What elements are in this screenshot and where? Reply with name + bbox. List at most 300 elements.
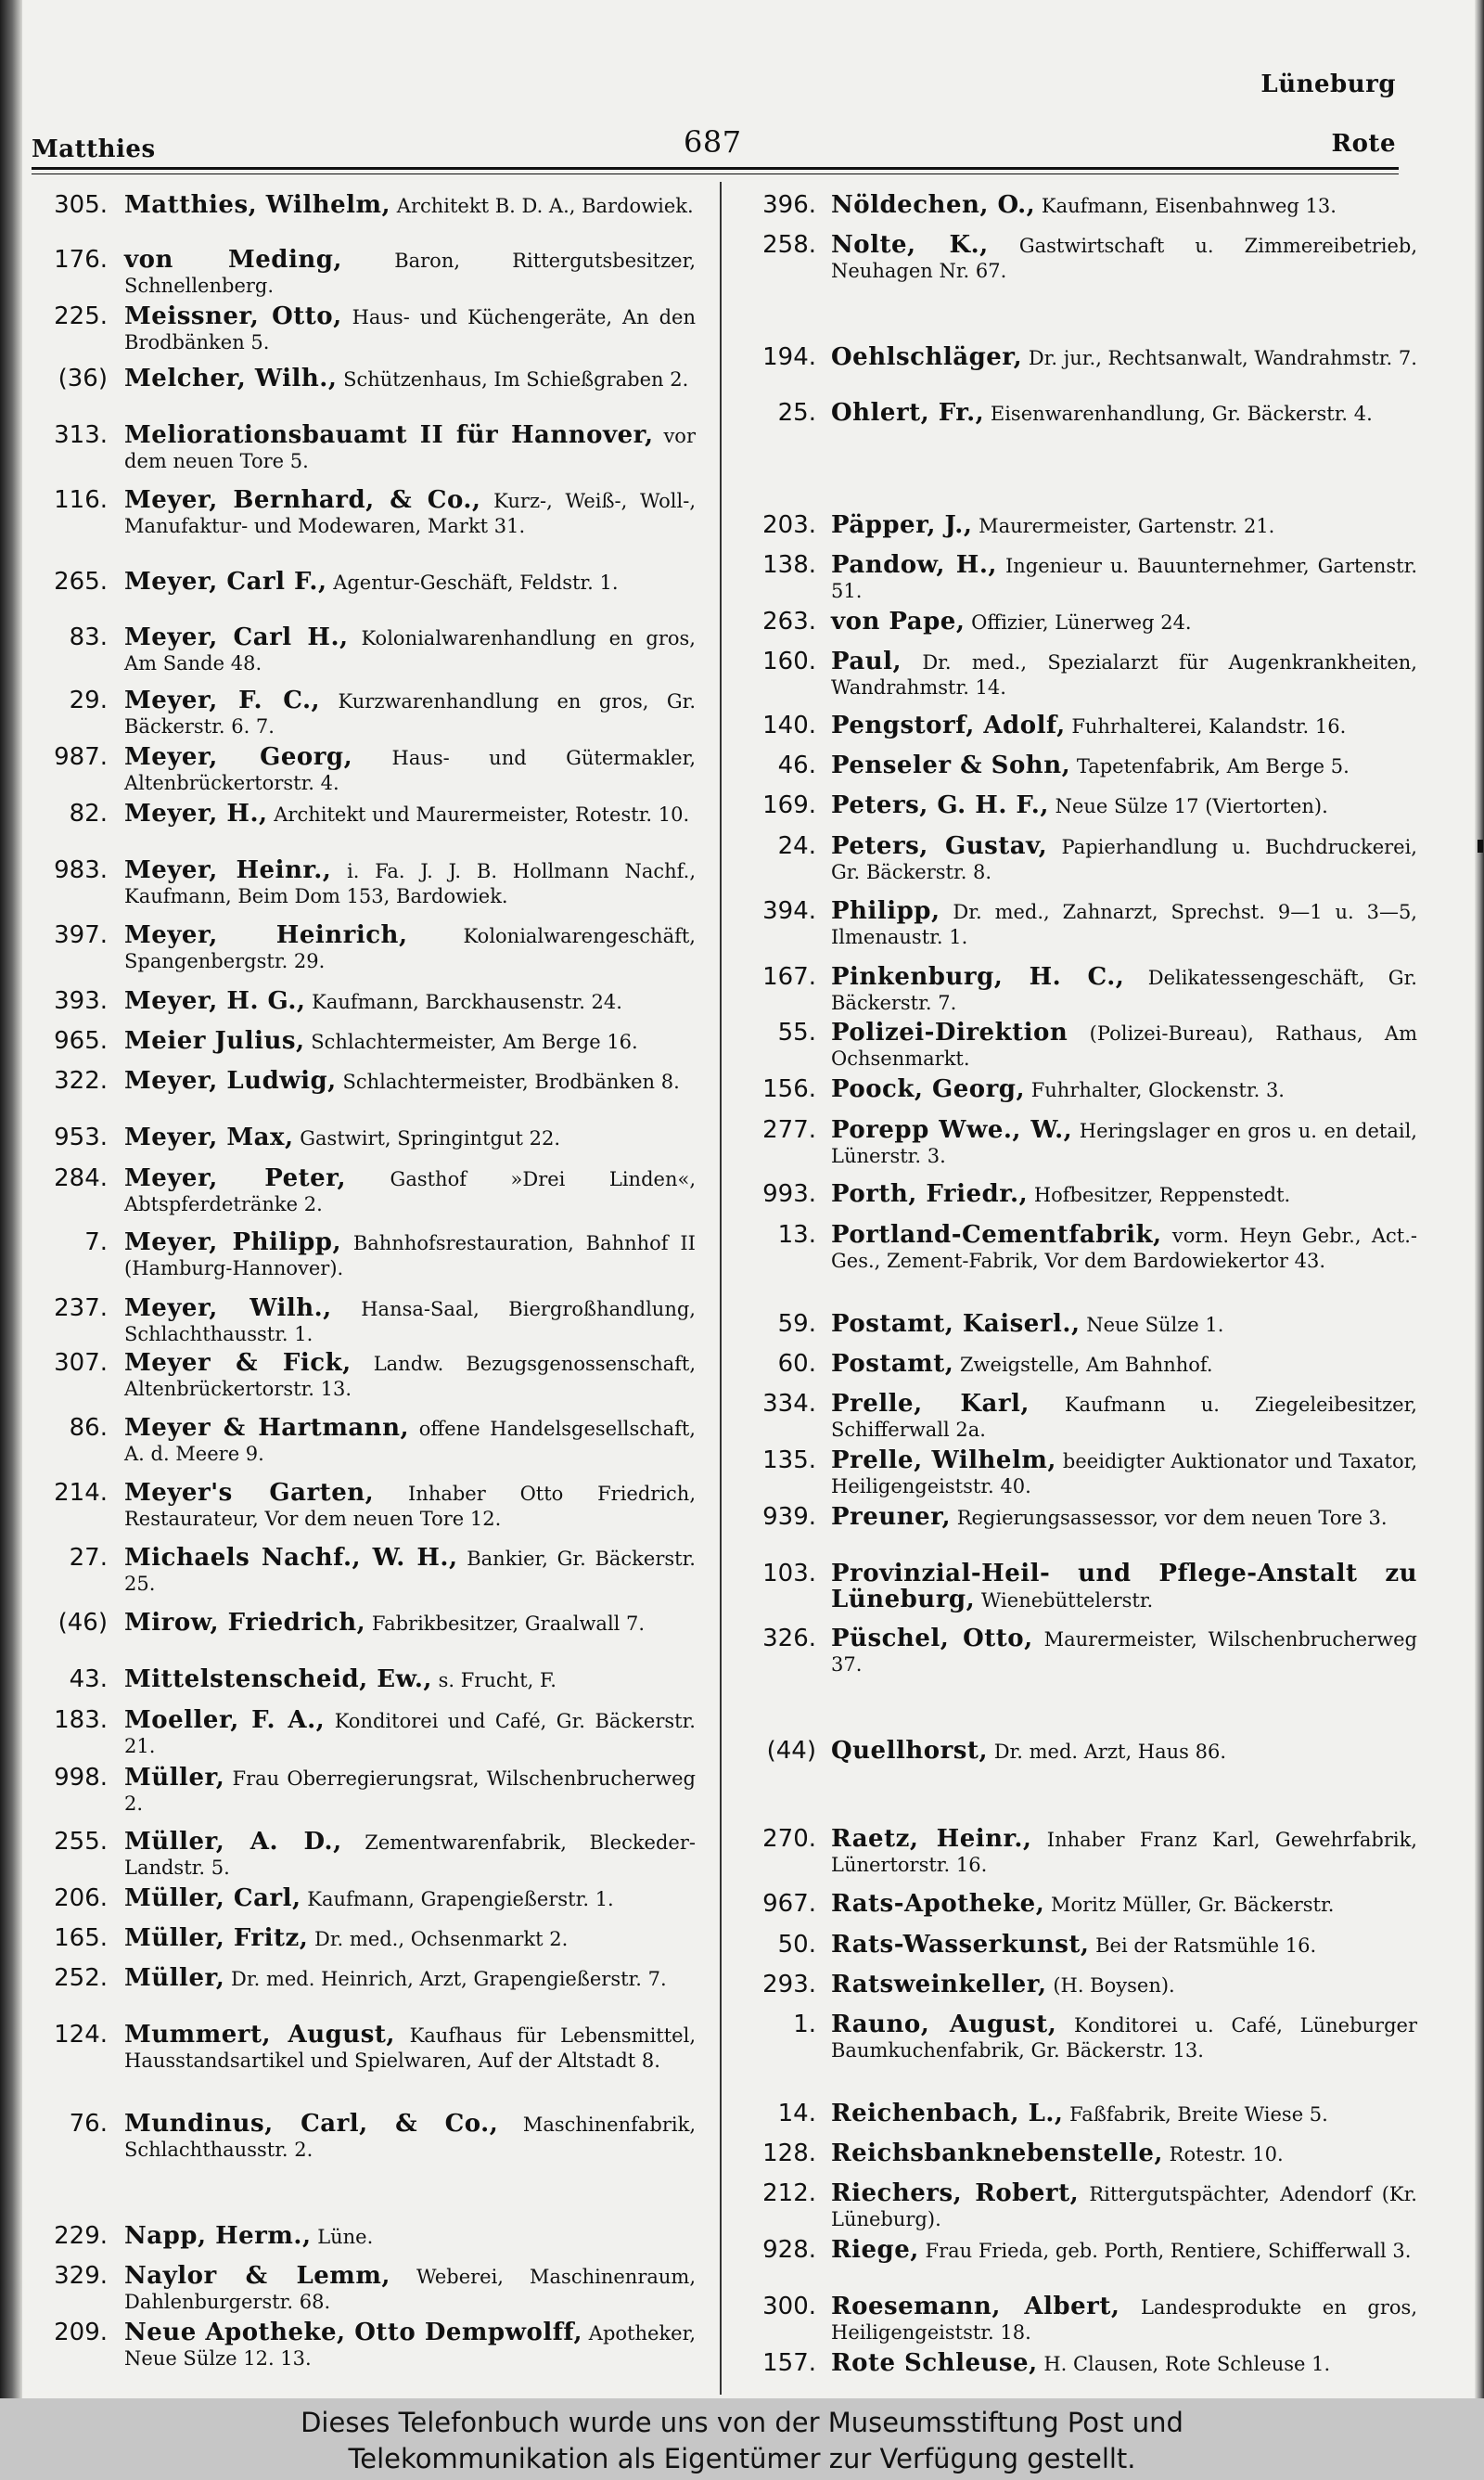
entry-text	[831, 1392, 1417, 1443]
entry-description: (H. Boysen).	[1053, 1974, 1175, 1997]
entry-description: Landesprodukte en gros, Heiligengeiststr. 18.	[831, 2296, 1417, 2344]
phone-number: 270.	[762, 1825, 816, 1853]
entry-name: Moeller, F. A.,	[124, 1706, 326, 1734]
entry-text	[831, 2181, 1417, 2232]
entry-text	[124, 1708, 696, 1759]
entry-name: Paul,	[831, 648, 902, 675]
phone-number: 86.	[69, 1414, 108, 1442]
entry-description: Schlachtermeister, Brodbänken 8.	[342, 1071, 680, 1093]
directory-entry	[19, 1029, 696, 1055]
phone-number: 284.	[54, 1164, 108, 1192]
directory-entry	[731, 1892, 1417, 1918]
entry-name: Nöldechen, O.,	[831, 191, 1036, 219]
entry-text	[124, 1966, 696, 1992]
phone-number: 229.	[54, 2222, 108, 2250]
entry-name: Poock, Georg,	[831, 1075, 1026, 1103]
entry-text	[124, 1667, 696, 1693]
edge-mark	[1478, 840, 1483, 853]
directory-entry	[731, 345, 1417, 371]
directory-entry	[731, 2012, 1417, 2063]
entry-description: Haus- und Küchengeräte, An den Brodbänken 5.	[124, 306, 696, 353]
directory-entry	[19, 1125, 696, 1151]
entry-name: Meyer, Wilh.,	[124, 1294, 332, 1322]
directory-entry	[731, 1021, 1417, 1072]
directory-entry	[731, 899, 1417, 950]
entry-text	[831, 345, 1417, 371]
directory-entry	[731, 2294, 1417, 2345]
directory-entry	[731, 1223, 1417, 1274]
entry-name: Meissner, Otto,	[124, 302, 342, 330]
entry-description: Kaufhaus für Lebensmittel, Hausstandsartikel und Spielwaren, Auf der Altstadt 8.	[124, 2024, 696, 2072]
entry-description: Bahnhofsrestauration, Bahnhof II (Hamburg-Hannover).	[124, 1232, 696, 1279]
entry-description: vorm. Heyn Gebr., Act.-Ges., Zement-Fabrik, Vor dem Bardowiekertor 43.	[831, 1225, 1417, 1272]
directory-entry	[19, 745, 696, 796]
phone-number: (36)	[58, 365, 108, 392]
phone-number: 393.	[54, 987, 108, 1015]
entry-name: Meyer, Ludwig,	[124, 1067, 337, 1095]
entry-name: Meliorationsbauamt II für Hannover,	[124, 421, 654, 449]
entry-text	[831, 553, 1417, 604]
directory-entry	[731, 401, 1417, 427]
directory-entry	[731, 834, 1417, 885]
directory-entry	[731, 1739, 1417, 1765]
entry-text	[124, 423, 696, 474]
phone-number: 209.	[54, 2319, 108, 2346]
phone-number: 55.	[777, 1019, 816, 1047]
phone-number: 212.	[762, 2179, 816, 2207]
entry-text	[831, 1021, 1417, 1072]
entry-description: Haus- und Gütermakler, Altenbrückertorstr. 4.	[124, 747, 696, 794]
directory-entry	[731, 1118, 1417, 1169]
header-rule	[32, 167, 1399, 170]
entry-text	[124, 2264, 696, 2315]
entry-text	[124, 1611, 696, 1637]
entry-name: Oehlschläger,	[831, 343, 1023, 371]
phone-number: 928.	[762, 2236, 816, 2264]
phone-number: 46.	[777, 752, 816, 779]
entry-description: Kolonialwarenhandlung en gros, Am Sande 48.	[124, 627, 696, 675]
entry-name: Rauno, August,	[831, 2011, 1057, 2038]
directory-entry	[19, 1546, 696, 1597]
entry-name: Mummert, August,	[124, 2021, 395, 2049]
directory-entry	[19, 688, 696, 739]
phone-number: 7.	[84, 1228, 108, 1256]
entry-text	[831, 193, 1417, 219]
entry-name: Müller, Fritz,	[124, 1924, 309, 1952]
entry-name: Provinzial-Heil- und Pflege-Anstalt zu Lüneburg,	[831, 1560, 1417, 1613]
entry-text	[124, 1230, 696, 1281]
entry-name: Meyer, Max,	[124, 1124, 294, 1151]
directory-entry	[19, 2264, 696, 2315]
entry-text	[124, 625, 696, 676]
directory-entry	[731, 513, 1417, 539]
entry-description: Heringslager en gros u. en detail, Lünerstr. 3.	[831, 1120, 1417, 1167]
entry-name: Meyer, Carl H.,	[124, 623, 349, 651]
entry-name: Ohlert, Fr.,	[831, 399, 985, 427]
entry-name: Meyer, Peter,	[124, 1164, 347, 1192]
entry-description: Kaufmann, Barckhausenstr. 24.	[312, 991, 622, 1013]
phone-number: 160.	[762, 648, 816, 675]
entry-text	[124, 1886, 696, 1912]
entry-text	[831, 713, 1417, 739]
directory-entry	[731, 1827, 1417, 1878]
phone-number: 1.	[793, 2011, 816, 2038]
entry-text	[831, 2238, 1417, 2264]
entry-text	[124, 366, 696, 392]
entry-text	[124, 858, 696, 909]
directory-entry	[19, 1611, 696, 1637]
directory-entry	[731, 649, 1417, 700]
directory-entry	[19, 2023, 696, 2074]
directory-entry	[731, 793, 1417, 819]
phone-number: 394.	[762, 897, 816, 925]
phone-number: (46)	[58, 1609, 108, 1637]
entry-description: Maurermeister, Gartenstr. 21.	[979, 515, 1275, 537]
entry-text	[124, 1926, 696, 1952]
entry-description: Zementwarenfabrik, Bleckeder-Landstr. 5.	[124, 1831, 696, 1879]
column-divider	[720, 182, 722, 2395]
entry-description: Dr. jur., Rechtsanwalt, Wandrahmstr. 7.	[1028, 347, 1417, 369]
phone-number: 24.	[777, 832, 816, 860]
entry-name: Müller,	[124, 1964, 225, 1992]
phone-number: 252.	[54, 1964, 108, 1992]
entry-description: Rotestr. 10.	[1169, 2143, 1284, 2165]
phone-number: 59.	[777, 1310, 816, 1338]
directory-entry	[731, 2351, 1417, 2377]
directory-entry	[19, 989, 696, 1015]
entry-text	[124, 2320, 696, 2371]
entry-text	[831, 1352, 1417, 1378]
phone-number: 300.	[762, 2293, 816, 2320]
entry-name: Meyer, H. G.,	[124, 987, 306, 1015]
entry-text	[124, 688, 696, 739]
entry-name: Polizei-Direktion	[831, 1019, 1068, 1047]
entry-text	[124, 2023, 696, 2074]
entry-text	[124, 1166, 696, 1217]
phone-number: 322.	[54, 1067, 108, 1095]
entry-text	[124, 989, 696, 1015]
entry-name: Päpper, J.,	[831, 511, 973, 539]
entry-text	[124, 1416, 696, 1467]
entry-description: Fuhrhalterei, Kalandstr. 16.	[1071, 715, 1347, 738]
entry-text	[124, 193, 696, 219]
phone-number: 83.	[69, 623, 108, 651]
entry-text	[831, 1505, 1417, 1531]
phone-number: 140.	[762, 712, 816, 739]
phone-number: 263.	[762, 608, 816, 636]
entry-name: Napp, Herm.,	[124, 2222, 312, 2250]
entry-name: von Pape,	[831, 608, 966, 636]
entry-description: Kaufmann u. Ziegeleibesitzer, Schifferwall 2a.	[831, 1394, 1417, 1441]
entry-text	[831, 1182, 1417, 1208]
entry-description: Gastwirt, Springintgut 22.	[300, 1127, 560, 1150]
entry-description: Dr. med., Ochsenmarkt 2.	[313, 1928, 569, 1950]
entry-name: Riechers, Robert,	[831, 2179, 1080, 2207]
entry-description: H. Clausen, Rote Schleuse 1.	[1043, 2353, 1331, 2375]
phone-number: 255.	[54, 1828, 108, 1856]
phone-number: 397.	[54, 921, 108, 949]
entry-text	[124, 745, 696, 796]
phone-number: 307.	[54, 1349, 108, 1377]
directory-entry	[19, 1416, 696, 1467]
entry-description: Tapetenfabrik, Am Berge 5.	[1076, 755, 1350, 777]
entry-description: Kolonialwarengeschäft, Spangenbergstr. 29.	[124, 925, 696, 972]
entry-description: Regierungsassessor, vor dem neuen Tore 3.	[956, 1507, 1388, 1529]
entry-description: Kaufmann, Grapengießerstr. 1.	[307, 1888, 614, 1910]
entry-description: Hansa-Saal, Biergroßhandlung, Schlachthausstr. 1.	[124, 1298, 696, 1345]
phone-number: 25.	[777, 399, 816, 427]
entry-description: Kaufmann, Eisenbahnweg 13.	[1041, 195, 1337, 217]
entry-text	[124, 488, 696, 539]
directory-entry	[731, 1182, 1417, 1208]
entry-description: Zweigstelle, Am Bahnhof.	[959, 1354, 1213, 1376]
phone-number: 939.	[762, 1503, 816, 1531]
entry-name: Mundinus, Carl, & Co.,	[124, 2110, 499, 2138]
entry-name: Porth, Friedr.,	[831, 1180, 1029, 1208]
phone-number: 225.	[54, 302, 108, 330]
entry-name: Postamt,	[831, 1350, 954, 1378]
phone-number: 176.	[54, 246, 108, 274]
entry-text	[124, 1351, 696, 1402]
entry-name: Porepp Wwe., W.,	[831, 1116, 1073, 1144]
entry-description: Dr. med. Arzt, Haus 86.	[993, 1741, 1227, 1763]
phone-number: 167.	[762, 963, 816, 991]
directory-entry	[731, 2238, 1417, 2264]
phone-number: 116.	[54, 486, 108, 514]
entry-name: Neue Apotheke, Otto Dempwolff,	[124, 2319, 583, 2346]
entry-name: Michaels Nachf., W. H.,	[124, 1544, 458, 1572]
entry-text	[831, 1892, 1417, 1918]
directory-entry	[19, 923, 696, 974]
directory-entry	[19, 488, 696, 539]
phone-number: 138.	[762, 551, 816, 579]
entry-description: Gastwirtschaft u. Zimmereibetrieb, Neuhagen Nr. 67.	[831, 235, 1417, 282]
entry-text	[831, 513, 1417, 539]
entry-description: Hofbesitzer, Reppenstedt.	[1033, 1184, 1291, 1206]
phone-number: 313.	[54, 421, 108, 449]
phone-number: 156.	[762, 1075, 816, 1103]
entry-text	[831, 1972, 1417, 1998]
directory-entry	[731, 965, 1417, 1016]
directory-entry	[731, 1392, 1417, 1443]
directory-entry	[731, 1561, 1417, 1613]
entry-text	[124, 802, 696, 828]
directory-entry	[731, 1312, 1417, 1338]
phone-number: 82.	[69, 800, 108, 828]
phone-number: (44)	[766, 1737, 816, 1765]
entry-name: Meyer, Georg,	[124, 743, 353, 771]
entry-description: vor dem neuen Tore 5.	[124, 425, 696, 472]
phone-number: 965.	[54, 1027, 108, 1055]
directory-entry	[19, 570, 696, 596]
entry-text	[831, 2012, 1417, 2063]
entry-description: Dr. med. Heinrich, Arzt, Grapengießerstr. 7.	[231, 1968, 667, 1990]
directory-entry	[731, 193, 1417, 219]
entry-name: Meyer, Carl F.,	[124, 568, 327, 596]
entry-description: Faßfabrik, Breite Wiese 5.	[1069, 2103, 1328, 2126]
phone-number: 194.	[762, 343, 816, 371]
entry-name: Philipp,	[831, 897, 940, 925]
directory-entry	[19, 802, 696, 828]
entry-name: Meyer, Heinrich,	[124, 921, 408, 949]
entry-description: Maschinenfabrik, Schlachthausstr. 2.	[124, 2114, 696, 2161]
entry-text	[831, 649, 1417, 700]
directory-entry	[19, 1708, 696, 1759]
phone-number: 183.	[54, 1706, 108, 1734]
entry-text	[831, 965, 1417, 1016]
entry-name: Rote Schleuse,	[831, 2349, 1038, 2377]
directory-entry	[731, 1077, 1417, 1103]
entry-name: Püschel, Otto,	[831, 1625, 1033, 1652]
entry-name: Müller, A. D.,	[124, 1828, 342, 1856]
entry-text	[831, 1118, 1417, 1169]
directory-entry	[19, 304, 696, 355]
directory-entry	[19, 1069, 696, 1095]
entry-description: Frau Frieda, geb. Porth, Rentiere, Schifferwall 3.	[925, 2240, 1412, 2262]
entry-text	[124, 923, 696, 974]
entry-name: Rats-Apotheke,	[831, 1890, 1045, 1918]
directory-entry	[19, 2112, 696, 2163]
phone-number: 60.	[777, 1350, 816, 1378]
directory-entry	[19, 193, 696, 219]
phone-number: 258.	[762, 231, 816, 259]
entry-name: Meyer & Fick,	[124, 1349, 352, 1377]
entry-text	[124, 1830, 696, 1881]
entry-name: von Meding,	[124, 246, 342, 274]
phone-number: 953.	[54, 1124, 108, 1151]
entry-text	[831, 2294, 1417, 2345]
entry-name: Roesemann, Albert,	[831, 2293, 1120, 2320]
phone-number: 128.	[762, 2139, 816, 2167]
entry-text	[124, 304, 696, 355]
directory-entry	[19, 1230, 696, 1281]
directory-entry	[19, 625, 696, 676]
entry-description: s. Frucht, F.	[438, 1669, 556, 1691]
page-number: 687	[684, 124, 742, 160]
entry-name: Müller, Carl,	[124, 1884, 301, 1912]
entry-text	[124, 2224, 696, 2250]
entry-name: Meyer & Hartmann,	[124, 1414, 410, 1442]
entry-description: Architekt B. D. A., Bardowiek.	[396, 195, 694, 217]
entry-name: Mirow, Friedrich,	[124, 1609, 366, 1637]
phone-number: 396.	[762, 191, 816, 219]
phone-number: 50.	[777, 1931, 816, 1959]
entry-text	[831, 793, 1417, 819]
entry-text	[831, 1312, 1417, 1338]
entry-name: Prelle, Karl,	[831, 1390, 1030, 1418]
directory-entry	[731, 1972, 1417, 1998]
directory-entry	[731, 233, 1417, 284]
entry-description: Inhaber Franz Karl, Gewehrfabrik, Lünertorstr. 16.	[831, 1829, 1417, 1876]
phone-number: 124.	[54, 2021, 108, 2049]
directory-entry	[731, 2141, 1417, 2167]
header-first-entry: Matthies	[32, 135, 156, 163]
header-last-entry: Rote	[1331, 130, 1396, 158]
entry-description: offene Handelsgesellschaft, A. d. Meere 9.	[124, 1418, 696, 1465]
entry-name: Nolte, K.,	[831, 231, 989, 259]
phone-number: 326.	[762, 1625, 816, 1652]
entry-description: Neue Sülze 1.	[1086, 1314, 1224, 1336]
directory-entry	[19, 1481, 696, 1532]
entry-text	[831, 753, 1417, 779]
entry-name: Matthies, Wilhelm,	[124, 191, 391, 219]
phone-number: 165.	[54, 1924, 108, 1952]
phone-number: 169.	[762, 791, 816, 819]
entry-name: Meyer, Heinr.,	[124, 856, 332, 884]
directory-entry	[731, 1626, 1417, 1677]
entry-description: Offizier, Lünerweg 24.	[971, 611, 1192, 634]
phone-number: 237.	[54, 1294, 108, 1322]
phone-number: 206.	[54, 1884, 108, 1912]
entry-description: Papierhandlung u. Buchdruckerei, Gr. Bäckerstr. 8.	[831, 836, 1417, 883]
directory-entry	[731, 1505, 1417, 1531]
entry-text	[831, 1561, 1417, 1613]
phone-number: 157.	[762, 2349, 816, 2377]
entry-text	[831, 2101, 1417, 2127]
entry-name: Reichenbach, L.,	[831, 2100, 1064, 2127]
entry-name: Meyer's Garten,	[124, 1479, 375, 1507]
entry-description: Rittergutspächter, Adendorf (Kr. Lüneburg).	[831, 2183, 1417, 2230]
entry-name: Meyer, Philipp,	[124, 1228, 342, 1256]
page-right-edge	[1475, 0, 1484, 2398]
entry-name: Meyer, Bernhard, & Co.,	[124, 486, 481, 514]
directory-entry	[19, 1926, 696, 1952]
entry-text	[124, 1481, 696, 1532]
directory-entry	[19, 1667, 696, 1693]
entry-name: Meier Julius,	[124, 1027, 305, 1055]
entry-text	[831, 899, 1417, 950]
entry-description: Agentur-Geschäft, Feldstr. 1.	[333, 572, 619, 594]
directory-entry	[19, 1766, 696, 1817]
entry-name: Pengstorf, Adolf,	[831, 712, 1066, 739]
entry-description: Wienebüttelerstr.	[980, 1589, 1154, 1612]
phone-number: 305.	[54, 191, 108, 219]
entry-text	[124, 2112, 696, 2163]
entry-name: Mittelstenscheid, Ew.,	[124, 1665, 432, 1693]
entry-name: Meyer, F. C.,	[124, 687, 321, 714]
entry-name: Quellhorst,	[831, 1737, 988, 1765]
entry-text	[831, 1933, 1417, 1959]
entry-text	[124, 1069, 696, 1095]
directory-entry	[19, 423, 696, 474]
entry-description: Schützenhaus, Im Schießgraben 2.	[343, 368, 689, 391]
footer-line-1: Dieses Telefonbuch wurde uns von der Museumsstiftung Post und	[301, 2407, 1183, 2438]
phone-number: 214.	[54, 1479, 108, 1507]
phone-number: 993.	[762, 1180, 816, 1208]
phone-number: 13.	[777, 1221, 816, 1249]
footer-notice	[0, 2398, 1484, 2480]
entry-text	[831, 2351, 1417, 2377]
entry-description: Frau Oberregierungsrat, Wilschenbrucherweg 2.	[124, 1767, 696, 1815]
directory-entry	[731, 1448, 1417, 1499]
entry-name: Prelle, Wilhelm,	[831, 1446, 1056, 1474]
entry-name: Müller,	[124, 1764, 225, 1792]
phone-number: 27.	[69, 1544, 108, 1572]
entry-description: Gasthof »Drei Linden«, Abtspferdetränke 2.	[124, 1168, 696, 1215]
directory-entry	[731, 713, 1417, 739]
entry-name: Rats-Wasserkunst,	[831, 1931, 1090, 1959]
directory-entry	[19, 858, 696, 909]
directory-entry	[731, 1933, 1417, 1959]
phone-number: 14.	[777, 2100, 816, 2127]
entry-description: Weberei, Maschinenraum, Dahlenburgerstr. 68.	[124, 2266, 696, 2313]
entry-description: Dr. med., Zahnarzt, Sprechst. 9—1 u. 3—5, Ilmenaustr. 1.	[831, 901, 1417, 948]
entry-description: Apotheker, Neue Sülze 12. 13.	[124, 2322, 696, 2370]
phone-number: 135.	[762, 1446, 816, 1474]
directory-entry	[19, 248, 696, 299]
phone-number: 76.	[69, 2110, 108, 2138]
entry-text	[124, 1766, 696, 1817]
